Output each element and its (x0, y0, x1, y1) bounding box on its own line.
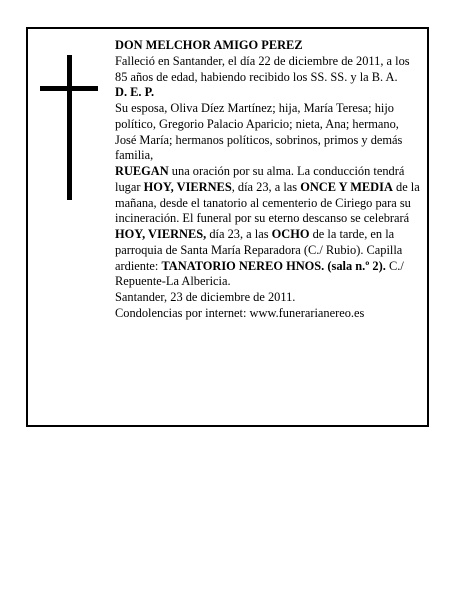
funeral-text-6: C./ Repuente-La Albericia. (115, 258, 404, 289)
hoy-viernes-text-2: HOY, VIERNES, (115, 227, 207, 241)
funeral-text-4: día 23, a las (206, 227, 272, 241)
funeral-text-2: , día 23, a las (231, 179, 301, 194)
tanatorio-text: TANATORIO NEREO HNOS. (sala n.º 2). (161, 258, 386, 273)
family-list: Su esposa, Oliva Díez Martínez; hija, María Teresa; hijo político, Gregorio Palacio Aparicio; nieta, Ana; hermano, José María; hermanos políticos, sobrinos, primos y demás familia, (115, 101, 403, 163)
funeral-text-5: de la tarde, en la parroquia de Santa María Reparadora (C./ Rubio). Capilla ardiente: (115, 227, 403, 273)
cross-icon (40, 55, 98, 200)
funeral-text-1: una oración por su alma. La conducción tendrá lugar (115, 164, 405, 194)
notice-text (115, 38, 421, 322)
obituary-notice (26, 27, 429, 427)
deceased-name: DON MELCHOR AMIGO PEREZ (115, 38, 303, 52)
date-line: Santander, 23 de diciembre de 2011. (115, 290, 296, 304)
condolences-line: Condolencias por internet: www.funerarianereo.es (115, 305, 365, 320)
cross-vertical-bar (67, 55, 72, 200)
funeral-details (115, 164, 421, 290)
death-announcement: Falleció en Santander, el día 22 de diciembre de 2011, a los 85 años de edad, habiendo recibido los SS. SS. y la B. A. (115, 53, 410, 84)
once-y-media-text: ONCE Y MEDIA (300, 179, 393, 194)
ruegan-text: RUEGAN (115, 164, 169, 178)
cross-horizontal-bar (40, 86, 98, 91)
hoy-viernes-text: HOY, VIERNES (143, 179, 232, 194)
ocho-text: OCHO (271, 227, 310, 241)
dep-line: D. E. P. (115, 85, 155, 100)
funeral-text-3: de la mañana, desde el tanatorio al cementerio de Ciriego para su incineración. El funeral por su eterno descanso se celebrará (115, 179, 420, 226)
